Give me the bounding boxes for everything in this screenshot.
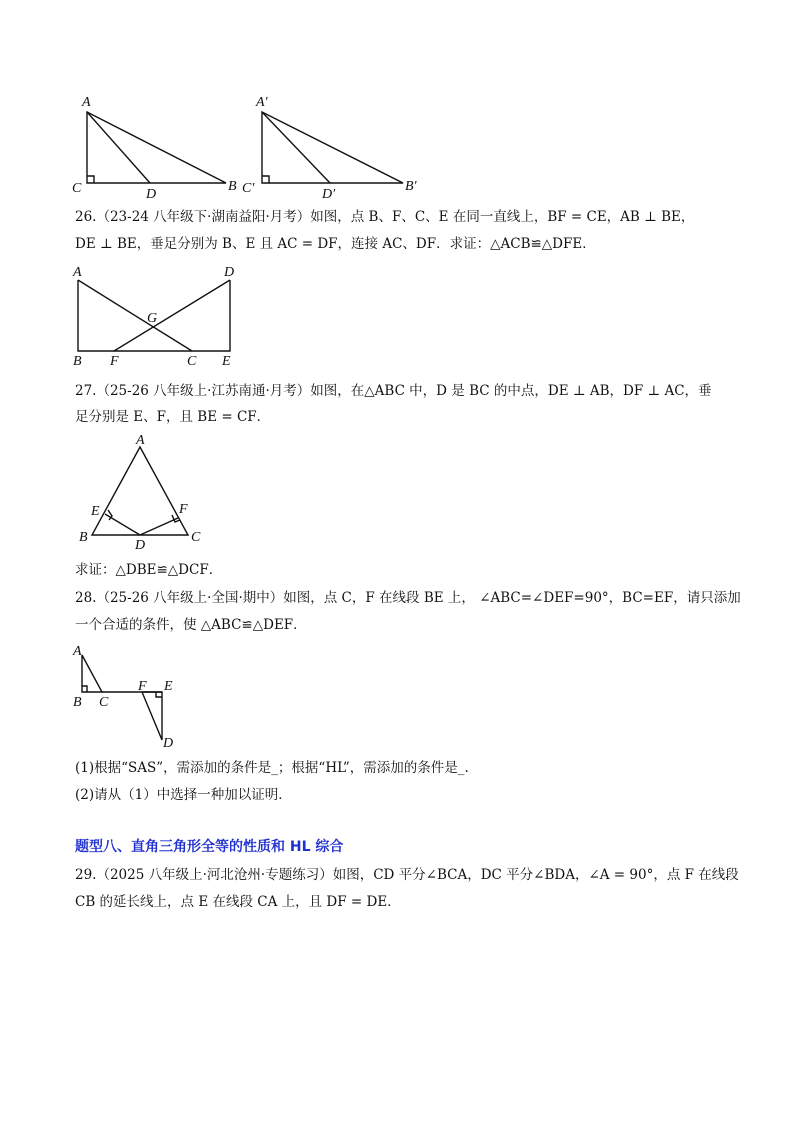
q27-label-C: C (191, 530, 201, 545)
q27-line1: 27.（25-26 八年级上·江苏南通·月考）如图，在△ABC 中，D 是 BC 的中点，DE ⊥ AB，DF ⊥ AC，垂 (75, 383, 712, 399)
q27-line2: 足分别是 E、F，且 BE = CF． (75, 409, 271, 425)
q29-line2: CB 的延长线上，点 E 在线段 CA 上，且 DF = DE． (75, 894, 401, 910)
figure-q26 (70, 262, 245, 367)
q27-label-D: D (135, 538, 146, 552)
q26-label-F: F (110, 354, 119, 367)
figure-two-right-triangles (70, 90, 430, 200)
triangle-right (242, 95, 418, 200)
q26-line1: 26.（23-24 八年级下·湖南益阳·月考）如图，点 B、F、C、E 在同一直线上，BF = CE，AB ⊥ BE， (75, 209, 695, 225)
q28-sub1: (1)根据“SAS”，需添加的条件是_；根据“HL”，需添加的条件是_. (75, 760, 469, 776)
label-C: C (72, 181, 82, 196)
label-A: A (82, 95, 91, 110)
q27-label-F: F (179, 502, 188, 517)
q28-line2: 一个合适的条件，使 △ABC≌△DEF． (75, 617, 307, 633)
label-C-prime: C′ (242, 181, 255, 196)
q26-line2: DE ⊥ BE，垂足分别为 B、E 且 AC = DF，连接 AC、DF．求证：△ACB≌△DFE． (75, 236, 596, 252)
q28-label-D: D (163, 736, 174, 751)
section-heading: 题型八、直角三角形全等的性质和 HL 综合 (75, 839, 344, 855)
q26-label-C: C (187, 354, 197, 367)
q27-label-A: A (136, 433, 145, 448)
q28-label-B: B (73, 695, 82, 710)
label-B-prime: B′ (405, 179, 417, 194)
q27-label-E: E (91, 504, 100, 519)
q28-label-A: A (73, 644, 82, 659)
q26-label-E: E (222, 354, 231, 367)
label-D-prime: D′ (322, 187, 336, 200)
q28-line1: 28.（25-26 八年级上·全国·期中）如图，点 C，F 在线段 BE 上， ∠ABC=∠DEF=90°，BC=EF，请只添加 (75, 590, 741, 606)
q28-label-C: C (99, 695, 109, 710)
q26-label-B: B (73, 354, 82, 367)
q27-prove: 求证：△DBE≌△DCF． (75, 562, 223, 578)
q27-label-B: B (79, 530, 88, 545)
label-D: D (146, 187, 157, 200)
figure-q27 (75, 432, 220, 552)
q26-label-G: G (147, 311, 158, 326)
label-B: B (228, 179, 237, 194)
q26-label-A: A (73, 265, 82, 280)
figure-q28 (70, 640, 190, 752)
label-A-prime: A′ (256, 95, 268, 110)
q28-label-E: E (164, 679, 173, 694)
q26-label-D: D (224, 265, 235, 280)
q29-line1: 29.（2025 八年级上·河北沧州·专题练习）如图，CD 平分∠BCA，DC 平分∠BDA，∠A = 90°，点 F 在线段 (75, 867, 739, 883)
triangle-left (72, 95, 237, 200)
q28-label-F: F (138, 679, 147, 694)
q28-sub2: (2)请从（1）中选择一种加以证明． (75, 787, 292, 803)
